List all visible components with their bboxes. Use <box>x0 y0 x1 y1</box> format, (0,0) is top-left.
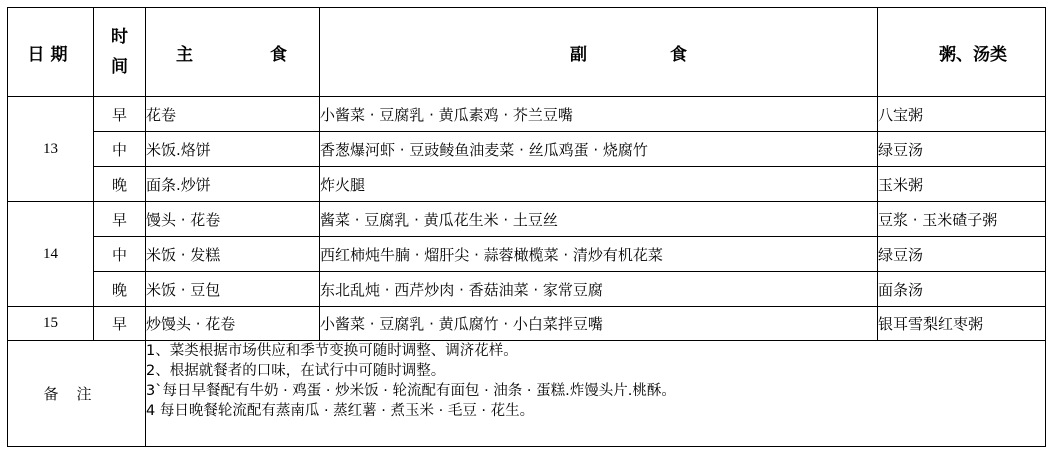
header-side-char-1: 副 <box>570 44 587 65</box>
side-dish-cell: 酱菜 · 豆腐乳 · 黄瓜花生米 · 土豆丝 <box>320 202 878 237</box>
header-main-food <box>146 8 320 97</box>
header-side-dishes <box>320 8 878 97</box>
header-date: 日期 <box>8 8 94 97</box>
meal-time-cell: 中 <box>94 132 146 167</box>
note-line: 2、根据就餐者的口味，在试行中可随时调整。 <box>146 363 446 379</box>
meal-time-cell: 中 <box>94 237 146 272</box>
main-food-cell: 面条.炒饼 <box>146 167 320 202</box>
day-cell: 13 <box>8 97 94 202</box>
soup-cell: 面条汤 <box>878 272 1046 307</box>
header-time <box>94 8 146 97</box>
soup-cell: 玉米粥 <box>878 167 1046 202</box>
table-row <box>8 202 1046 237</box>
meal-time-cell: 早 <box>94 202 146 237</box>
header-main-char-1: 主 <box>176 44 193 65</box>
side-dish-cell: 小酱菜 · 豆腐乳 · 黄瓜素鸡 · 芥兰豆嘴 <box>320 97 878 132</box>
meal-time-cell: 晚 <box>94 167 146 202</box>
header-time-char-1: 时 <box>111 27 128 47</box>
main-food-cell: 米饭.烙饼 <box>146 132 320 167</box>
table-row <box>8 132 1046 167</box>
soup-cell: 绿豆汤 <box>878 237 1046 272</box>
notes-content <box>146 341 1046 447</box>
main-food-cell: 馒头 · 花卷 <box>146 202 320 237</box>
main-food-cell: 米饭 · 豆包 <box>146 272 320 307</box>
soup-cell: 豆浆 · 玉米碴子粥 <box>878 202 1046 237</box>
day-cell: 15 <box>8 307 94 341</box>
header-time-char-2: 间 <box>111 57 128 77</box>
header-soup: 粥、汤类 <box>878 8 1046 97</box>
main-food-cell: 米饭 · 发糕 <box>146 237 320 272</box>
side-dish-cell: 小酱菜 · 豆腐乳 · 黄瓜腐竹 · 小白菜拌豆嘴 <box>320 307 878 341</box>
table-row <box>8 237 1046 272</box>
header-side-char-2: 食 <box>670 44 687 65</box>
main-food-cell: 花卷 <box>146 97 320 132</box>
day-cell: 14 <box>8 202 94 307</box>
note-line: 3`每日早餐配有牛奶 · 鸡蛋 · 炒米饭 · 轮流配有面包 · 油条 · 蛋糕.炸馒头片.桃酥。 <box>146 383 676 399</box>
weekly-menu-table <box>7 7 1046 447</box>
soup-cell: 银耳雪梨红枣粥 <box>878 307 1046 341</box>
meal-time-cell: 晚 <box>94 272 146 307</box>
side-dish-cell: 东北乱炖 · 西芹炒肉 · 香菇油菜 · 家常豆腐 <box>320 272 878 307</box>
header-main-char-2: 食 <box>270 44 287 65</box>
side-dish-cell: 西红柿炖牛腩 · 熘肝尖 · 蒜蓉橄榄菜 · 清炒有机花菜 <box>320 237 878 272</box>
side-dish-cell: 香葱爆河虾 · 豆豉鲮鱼油麦菜 · 丝瓜鸡蛋 · 烧腐竹 <box>320 132 878 167</box>
soup-cell: 绿豆汤 <box>878 132 1046 167</box>
note-line: 4 每日晚餐轮流配有蒸南瓜 · 蒸红薯 · 煮玉米 · 毛豆 · 花生。 <box>146 403 535 419</box>
main-food-cell: 炒馒头 · 花卷 <box>146 307 320 341</box>
notes-label: 备注 <box>8 341 146 447</box>
meal-time-cell: 早 <box>94 97 146 132</box>
side-dish-cell: 炸火腿 <box>320 167 878 202</box>
table-row <box>8 97 1046 132</box>
meal-time-cell: 早 <box>94 307 146 341</box>
soup-cell: 八宝粥 <box>878 97 1046 132</box>
table-row <box>8 272 1046 307</box>
table-row <box>8 167 1046 202</box>
table-row <box>8 307 1046 341</box>
notes-row <box>8 341 1046 447</box>
note-line: 1、菜类根据市场供应和季节变换可随时调整、调济花样。 <box>146 343 518 359</box>
table-header-row <box>8 8 1046 97</box>
